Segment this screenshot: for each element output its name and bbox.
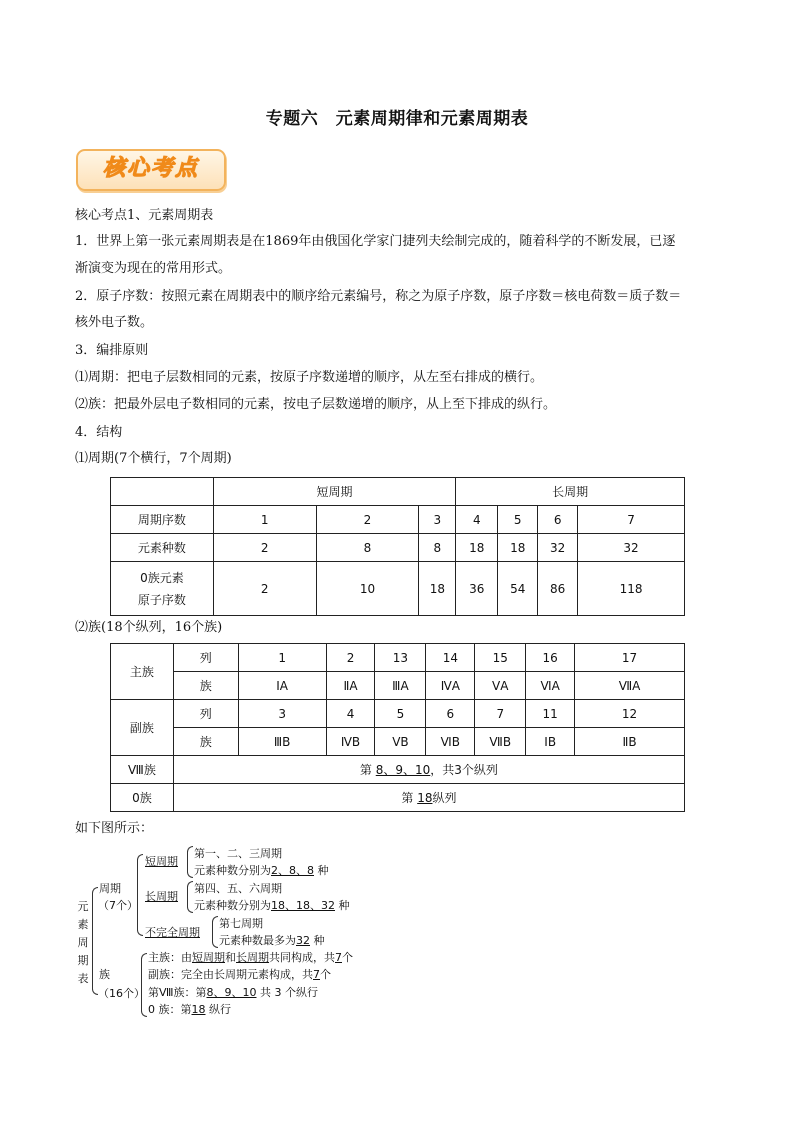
tree-incomplete-line-2-suffix: 种 <box>310 934 325 947</box>
group-cell: 13 <box>375 644 426 672</box>
period-cell: 18 <box>456 534 498 562</box>
group-viii-suffix: ，共3个纵列 <box>430 763 498 777</box>
group-cell: ⅠB <box>526 728 575 756</box>
period-cell: 8 <box>316 534 419 562</box>
tree-short-line-1: 第一、二、三周期 <box>194 847 282 860</box>
paragraph-4: 4．结构 <box>75 425 123 440</box>
period-cell: 10 <box>316 562 419 616</box>
tree-group-count: （16个） <box>98 987 145 1000</box>
tree-group-line-2 <box>148 966 331 982</box>
tree-group-line-4-b: 纵行 <box>205 1003 231 1016</box>
group-zero-prefix: 第 <box>401 791 418 805</box>
tree-group-short: 短周期 <box>192 951 225 964</box>
tree-group-sub-count: 7 <box>313 968 320 981</box>
group-cell: 12 <box>575 700 685 728</box>
tree-group-zero-column: 18 <box>191 1003 206 1016</box>
tree-group-line-3 <box>148 984 318 1000</box>
period-cell: 2 <box>316 506 419 534</box>
tree-long-line-2-prefix: 元素种数分别为 <box>194 899 271 912</box>
group-cell: 14 <box>426 644 475 672</box>
group-cell: ⅢA <box>375 672 426 700</box>
tree-long-counts: 18、18、32 <box>271 899 335 912</box>
tree-group-line-1-m: 和 <box>225 951 236 964</box>
tree-root-char: 元 <box>77 900 89 913</box>
group-cell: 11 <box>526 700 575 728</box>
tree-long-line-1: 第四、五、六周期 <box>194 882 282 895</box>
tree-group-line-3-b: 共 3 个纵行 <box>256 986 318 999</box>
paragraph-3-group: ⑵族：把最外层电子数相同的元素，按电子层数递增的顺序，从上至下排成的纵行。 <box>75 397 557 412</box>
group-cell: 1 <box>238 644 326 672</box>
period-cell: 6 <box>538 506 578 534</box>
paragraph-2-line-2: 核外电子数。 <box>75 315 154 330</box>
group-caption: ⑵族(18个纵列，16个族) <box>75 620 223 635</box>
group-label: 族 <box>173 728 238 756</box>
group-cell: ⅣB <box>326 728 375 756</box>
tree-group-line-1-c: 个 <box>342 951 353 964</box>
row-label-noble-gas <box>111 562 214 616</box>
section-badge <box>76 149 226 191</box>
paragraph-2-line-1: 2．原子序数：按照元素在周期表中的顺序给元素编号，称之为原子序数，原子序数＝核电荷数＝质子数＝ <box>75 289 682 304</box>
tree-incomplete-line-1: 第七周期 <box>219 917 263 930</box>
paragraph-3-period: ⑴周期：把电子层数相同的元素，按原子序数递增的顺序，从左至右排成的横行。 <box>75 370 544 385</box>
period-cell: 54 <box>498 562 538 616</box>
group-cell: 17 <box>575 644 685 672</box>
period-table <box>110 477 685 616</box>
column-label: 列 <box>173 700 238 728</box>
tree-group-line-1-b: 共同构成，共 <box>269 951 335 964</box>
group-zero-label: 0族 <box>111 784 174 812</box>
tree-short-line-2 <box>194 862 329 878</box>
tree-root-char: 期 <box>77 954 89 967</box>
tree-long-period: 长周期 <box>145 890 178 903</box>
group-label: 族 <box>173 672 238 700</box>
page-title: 专题六 元素周期律和元素周期表 <box>265 109 529 129</box>
group-cell: ⅥA <box>526 672 575 700</box>
tree-incomplete-period: 不完全周期 <box>145 926 200 939</box>
row-label-noble-gas-line-1: 0族元素 <box>140 570 184 585</box>
group-cell: 15 <box>475 644 526 672</box>
tree-long-line-2-suffix: 种 <box>335 899 350 912</box>
period-cell: 2 <box>213 534 316 562</box>
tree-group-viii-columns: 8、9、10 <box>206 986 257 999</box>
long-period-header: 长周期 <box>456 478 685 506</box>
period-cell: 118 <box>578 562 685 616</box>
group-brace <box>141 953 147 1017</box>
period-cell: 2 <box>213 562 316 616</box>
tree-short-counts: 2、8、8 <box>271 864 314 877</box>
period-cell: 32 <box>578 534 685 562</box>
group-cell: ⅣA <box>426 672 475 700</box>
tree-group-line-1-a: 主族：由 <box>148 951 192 964</box>
column-label: 列 <box>173 644 238 672</box>
group-cell: 16 <box>526 644 575 672</box>
period-cell: 7 <box>578 506 685 534</box>
incomplete-period-brace <box>212 916 218 948</box>
period-cell: 32 <box>538 534 578 562</box>
period-table-corner <box>111 478 214 506</box>
tree-group-line-1 <box>148 949 353 965</box>
group-cell: 3 <box>238 700 326 728</box>
group-viii-prefix: 第 <box>359 763 376 777</box>
group-cell: ⅠA <box>238 672 326 700</box>
tree-root <box>76 898 90 988</box>
row-label-element-count: 元素种数 <box>111 534 214 562</box>
paragraph-3: 3．编排原则 <box>75 343 149 358</box>
tree-incomplete-line-2-prefix: 元素种数最多为 <box>219 934 296 947</box>
paragraph-1-line-1: 1．世界上第一张元素周期表是在1869年由俄国化学家门捷列夫绘制完成的，随着科学的不断发展，已逐 <box>75 234 676 249</box>
paragraph-1-line-2: 渐演变为现在的常用形式。 <box>75 261 232 276</box>
section-heading: 核心考点1、元素周期表 <box>75 208 214 223</box>
group-zero-column: 18 <box>417 791 433 805</box>
tree-incomplete-count: 32 <box>296 934 310 947</box>
group-cell: 5 <box>375 700 426 728</box>
group-zero-suffix: 纵列 <box>432 791 457 805</box>
short-period-brace <box>187 846 193 878</box>
tree-short-period: 短周期 <box>145 855 178 868</box>
period-cell: 1 <box>213 506 316 534</box>
period-cell: 4 <box>456 506 498 534</box>
tree-period-count: （7个） <box>98 899 138 912</box>
tree-group-line-4-a: 0 族：第 <box>148 1003 192 1016</box>
tree-group-line-3-a: 第Ⅷ族：第 <box>148 986 207 999</box>
group-cell: ⅦB <box>475 728 526 756</box>
tree-incomplete-line-2 <box>219 932 325 948</box>
group-viii-columns: 8、9、10 <box>375 763 431 777</box>
group-viii-label: Ⅷ族 <box>111 756 174 784</box>
main-group-label: 主族 <box>111 644 174 700</box>
figure-caption: 如下图所示： <box>75 821 154 836</box>
tree-short-line-2-suffix: 种 <box>314 864 329 877</box>
group-cell: ⅤB <box>375 728 426 756</box>
badge-label: 核心考点 <box>102 156 199 181</box>
tree-period: 周期 <box>99 882 121 895</box>
period-cell: 3 <box>419 506 456 534</box>
group-cell: 2 <box>326 644 375 672</box>
group-zero-text <box>173 784 684 812</box>
group-cell: 4 <box>326 700 375 728</box>
tree-group-main-count: 7 <box>335 951 342 964</box>
sub-group-label: 副族 <box>111 700 174 756</box>
tree-group-long: 长周期 <box>236 951 269 964</box>
group-cell: 6 <box>426 700 475 728</box>
tree-long-line-2 <box>194 897 350 913</box>
group-cell: ⅤA <box>475 672 526 700</box>
period-cell: 36 <box>456 562 498 616</box>
group-cell: ⅡB <box>575 728 685 756</box>
tree-group-line-4 <box>148 1001 231 1017</box>
group-cell: ⅡA <box>326 672 375 700</box>
tree-root-char: 表 <box>77 972 89 985</box>
period-cell: 5 <box>498 506 538 534</box>
tree-short-line-2-prefix: 元素种数分别为 <box>194 864 271 877</box>
short-period-header: 短周期 <box>213 478 456 506</box>
period-cell: 8 <box>419 534 456 562</box>
group-table <box>110 643 685 812</box>
row-label-noble-gas-line-2: 原子序数 <box>137 592 186 607</box>
tree-root-char: 周 <box>77 936 89 949</box>
period-cell: 18 <box>419 562 456 616</box>
period-caption: ⑴周期(7个横行，7个周期) <box>75 451 232 466</box>
tree-group-line-2-b: 个 <box>320 968 331 981</box>
period-cell: 18 <box>498 534 538 562</box>
period-brace <box>137 854 143 936</box>
row-label-period-number: 周期序数 <box>111 506 214 534</box>
group-cell: ⅦA <box>575 672 685 700</box>
group-viii-text <box>173 756 684 784</box>
group-cell: 7 <box>475 700 526 728</box>
group-cell: ⅥB <box>426 728 475 756</box>
tree-root-char: 素 <box>77 918 89 931</box>
group-cell: ⅢB <box>238 728 326 756</box>
period-cell: 86 <box>538 562 578 616</box>
tree-group-line-2-a: 副族：完全由长周期元素构成，共 <box>148 968 313 981</box>
long-period-brace <box>187 881 193 913</box>
tree-group: 族 <box>99 968 110 981</box>
